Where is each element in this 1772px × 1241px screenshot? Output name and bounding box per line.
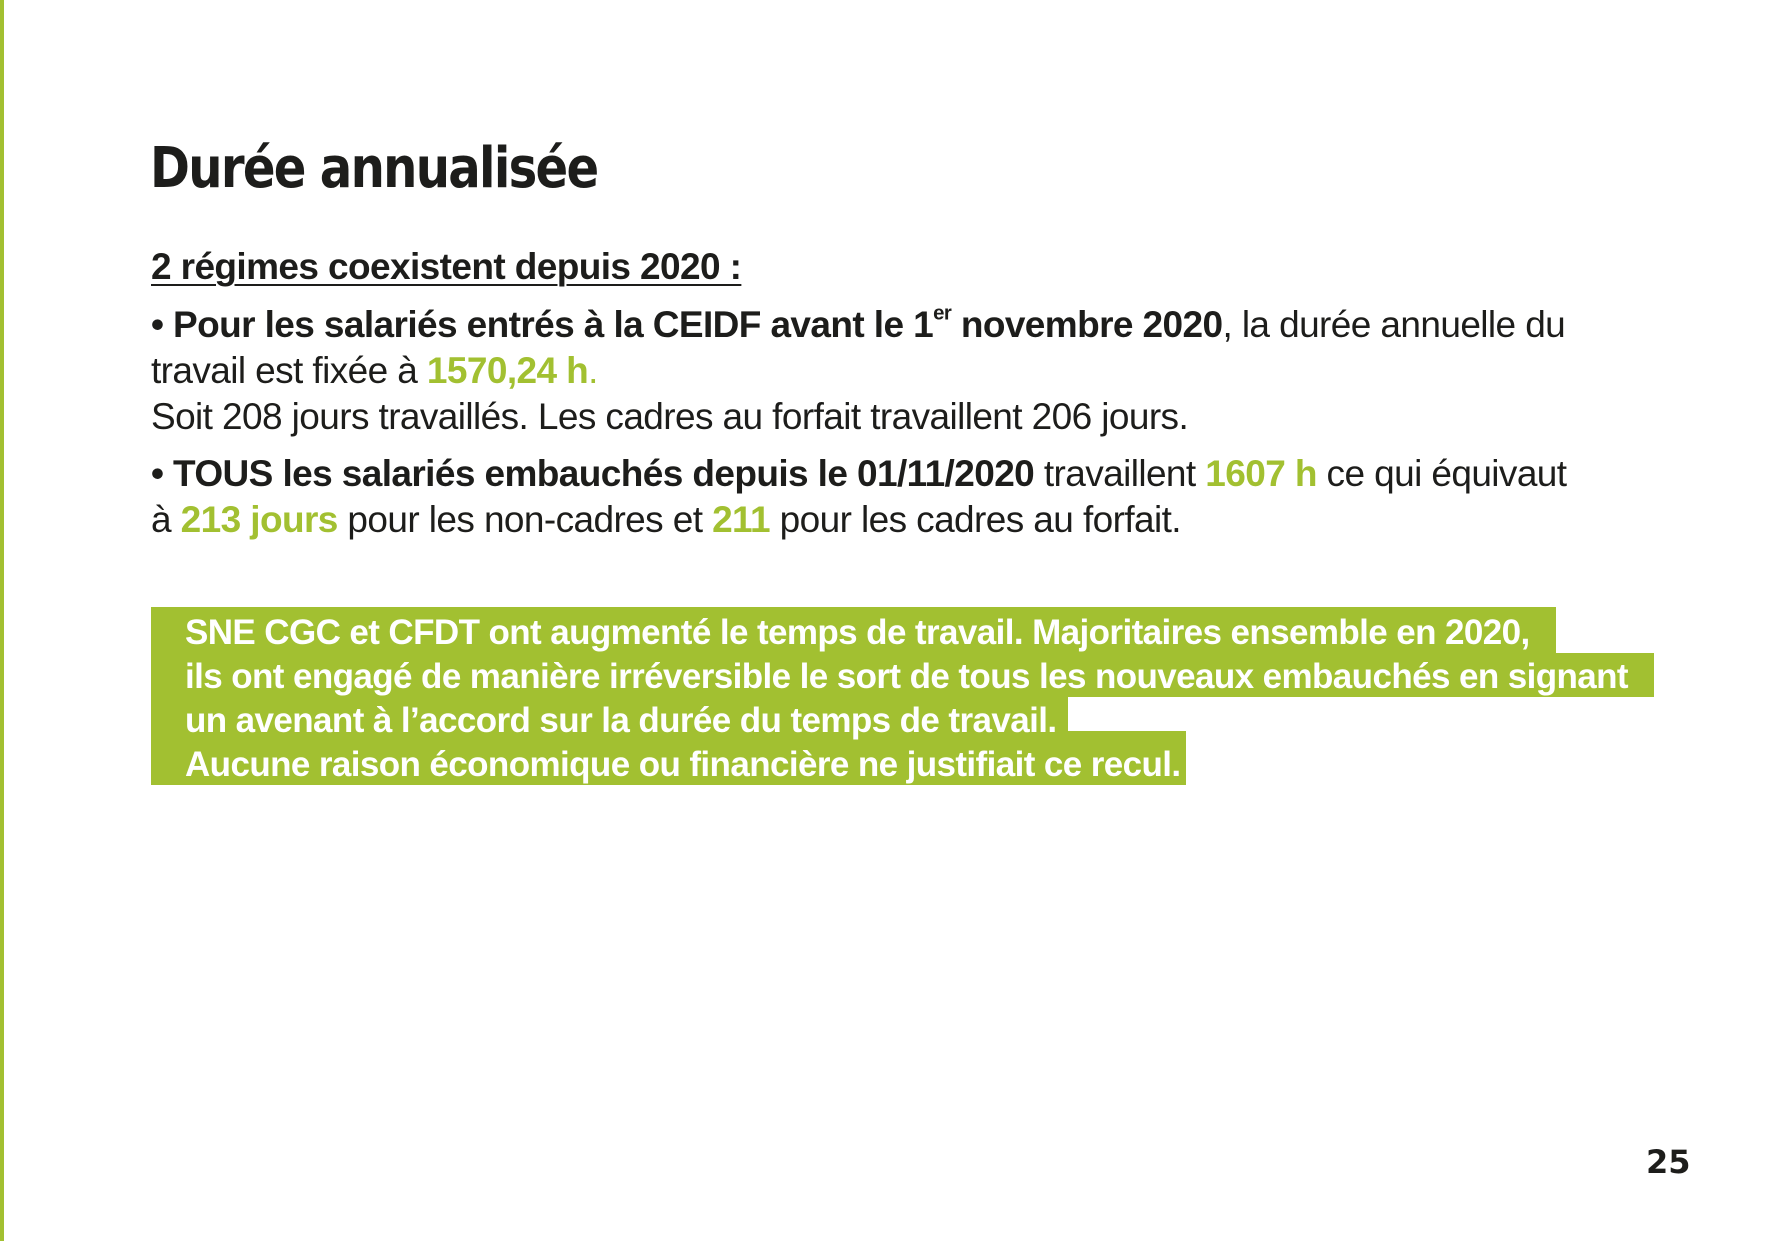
bullet: • — [151, 453, 164, 494]
main-content — [151, 244, 1651, 543]
highlight-line-2: ils ont engagé de manière irréversible le sort de tous les nouveaux embauchés en signant — [185, 657, 1628, 696]
regime-2-line-2 — [151, 497, 1651, 543]
regime-1-hours-value: 1570,24 h — [426, 350, 589, 391]
page-edge-accent-rule — [0, 0, 4, 1241]
regime-1-line-1 — [151, 302, 1651, 348]
regime-2-text-d: pour les cadres au forfait. — [769, 499, 1181, 540]
regime-1-line-3: Soit 208 jours travaillés. Les cadres au forfait travaillent 206 jours. — [151, 396, 1189, 437]
regime-2-line-1 — [151, 451, 1651, 497]
highlight-line-3: un avenant à l’accord sur la durée du temps de travail. — [185, 701, 1057, 740]
regime-2-line-2-prefix: à — [151, 499, 181, 540]
page-number: 25 — [1646, 1143, 1691, 1181]
ordinal-superscript: er — [933, 302, 952, 325]
regime-2-lead: TOUS les salariés embauchés depuis le 01/11/2020 — [173, 453, 1035, 494]
regime-1-lead: Pour les salariés entrés à la CEIDF avant le 1 — [173, 304, 934, 345]
regime-1-after-lead: , la durée annuelle du — [1222, 304, 1566, 345]
regime-2-text-a: travaillent — [1034, 453, 1206, 494]
highlight-line-4: Aucune raison économique ou financière ne justifiait ce recul. — [185, 745, 1181, 784]
page-title: Durée annualisée — [150, 136, 598, 201]
highlight-box — [151, 607, 1651, 797]
regime-2-text-c: pour les non-cadres et — [337, 499, 713, 540]
regime-2-hours-value: 1607 h — [1205, 453, 1317, 494]
bullet: • — [151, 304, 164, 345]
section-subtitle: 2 régimes coexistent depuis 2020 : — [151, 246, 742, 287]
regime-1-lead-date: novembre 2020 — [960, 304, 1223, 345]
regime-1-hours-suffix: . — [588, 350, 598, 391]
highlight-line-1: SNE CGC et CFDT ont augmenté le temps de travail. Majoritaires ensemble en 2020, — [185, 613, 1530, 652]
regime-2-text-b: ce qui équivaut — [1316, 453, 1567, 494]
regime-2-days-noncadres: 213 jours — [180, 499, 338, 540]
regime-1-line-2 — [151, 348, 1651, 394]
regime-2-block — [151, 451, 1651, 543]
regime-1-block — [151, 302, 1651, 440]
regime-2-days-cadres: 211 — [712, 499, 770, 540]
regime-1-line-2-prefix: travail est fixée à — [151, 350, 427, 391]
